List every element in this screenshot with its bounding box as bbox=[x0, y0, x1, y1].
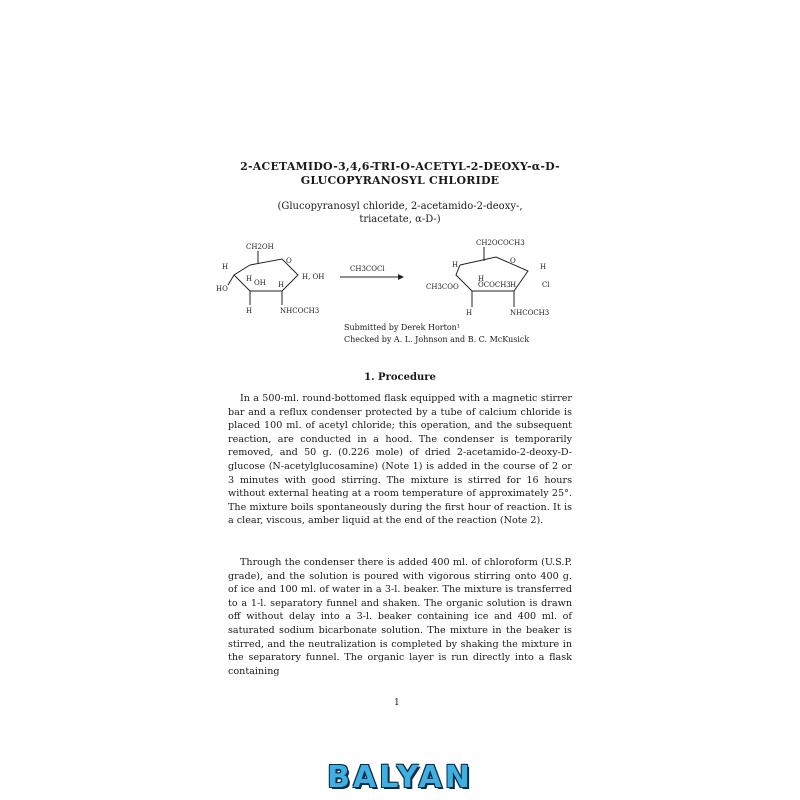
scheme-right-label: NHCOCH3 bbox=[510, 309, 550, 317]
product-structure bbox=[426, 239, 550, 317]
scheme-left-label: HO bbox=[216, 285, 228, 293]
reactant-structure bbox=[216, 243, 324, 315]
scheme-left-label: H bbox=[246, 275, 253, 283]
scheme-right-label: H bbox=[478, 275, 485, 283]
subtitle-line-1: (Glucopyranosyl chloride, 2-acetamido-2-deoxy-, bbox=[277, 201, 523, 212]
procedure-paragraph-2 bbox=[228, 556, 572, 678]
reaction-scheme bbox=[210, 235, 580, 325]
credits bbox=[344, 322, 574, 346]
scheme-right-label: H bbox=[452, 261, 459, 269]
reaction-arrow bbox=[340, 265, 404, 280]
scheme-left-label: CH2OH bbox=[246, 243, 274, 251]
watermark-logo: BALYAN bbox=[327, 760, 473, 795]
scheme-right-label: Cl bbox=[542, 281, 550, 289]
scheme-left-label: H, OH bbox=[302, 273, 325, 281]
title-line-1: 2-ACETAMIDO-3,4,6-TRI-O-ACETYL-2-DEOXY-α-D- bbox=[240, 160, 560, 173]
procedure-paragraph-1 bbox=[228, 392, 572, 528]
title-line-2: GLUCOPYRANOSYL CHLORIDE bbox=[300, 174, 500, 187]
scheme-right-label: H bbox=[466, 309, 473, 317]
scheme-left-label: OH bbox=[254, 279, 266, 287]
scheme-right-label: O bbox=[510, 257, 516, 265]
submitted-by: Submitted by Derek Horton¹ bbox=[344, 323, 461, 332]
scheme-right-label: CH3COO bbox=[426, 283, 459, 291]
checked-by: Checked by A. L. Johnson and B. C. McKusick bbox=[344, 335, 530, 344]
scheme-left-label: H bbox=[246, 307, 253, 315]
subtitle-line-2: triacetate, α-D-) bbox=[359, 214, 441, 225]
scheme-right-label: H bbox=[510, 281, 517, 289]
scheme-right-label: OCOCH3 bbox=[478, 281, 511, 289]
document-title bbox=[200, 160, 600, 188]
document-subtitle bbox=[230, 200, 570, 226]
scheme-right-label: H bbox=[540, 263, 547, 271]
scheme-left-label: H bbox=[278, 281, 285, 289]
scheme-left-label: O bbox=[286, 257, 292, 265]
section-heading: 1. Procedure bbox=[364, 372, 436, 383]
scheme-right-label: CH2OCOCH3 bbox=[476, 239, 525, 247]
reagent-label: CH3COCl bbox=[350, 265, 385, 273]
page-number: 1 bbox=[394, 698, 400, 708]
paragraph-text: Through the condenser there is added 400 ml. of chloroform (U.S.P. grade), and the solution is poured with vigorous stirring onto 400 g. of ice and 100 ml. of water in a 3-l. beaker. The mixture is transferred to a 1-l. separatory funnel and shaken. The organic solution is drawn off without delay into a 3-l. beaker containing ice and 400 ml. of saturated sodium bicarbonate solution. The mixture in the beaker is stirred, and the neutralization is completed by shaking the mixture in the separatory funnel. The organic layer is run directly into a flask containing bbox=[228, 557, 572, 677]
scheme-left-label: NHCOCH3 bbox=[280, 307, 320, 315]
paragraph-text: In a 500-ml. round-bottomed flask equipped with a magnetic stirrer bar and a reflux condenser protected by a tube of calcium chloride is placed 100 ml. of acetyl chloride; this operation, and the subsequent reaction, are conducted in a hood. The condenser is temporarily removed, and 50 g. (0.226 mole) of dried 2-acetamido-2-deoxy-D-glucose (N-acetylglucosamine) (Note 1) is added in the course of 2 or 3 minutes with good stirring. The mixture is stirred for 16 hours without external heating at a room temperature of approximately 25°. The mixture boils spontaneously during the first hour of reaction. It is a clear, viscous, amber liquid at the end of the reaction (Note 2). bbox=[228, 393, 572, 527]
scheme-left-label: H bbox=[222, 263, 229, 271]
